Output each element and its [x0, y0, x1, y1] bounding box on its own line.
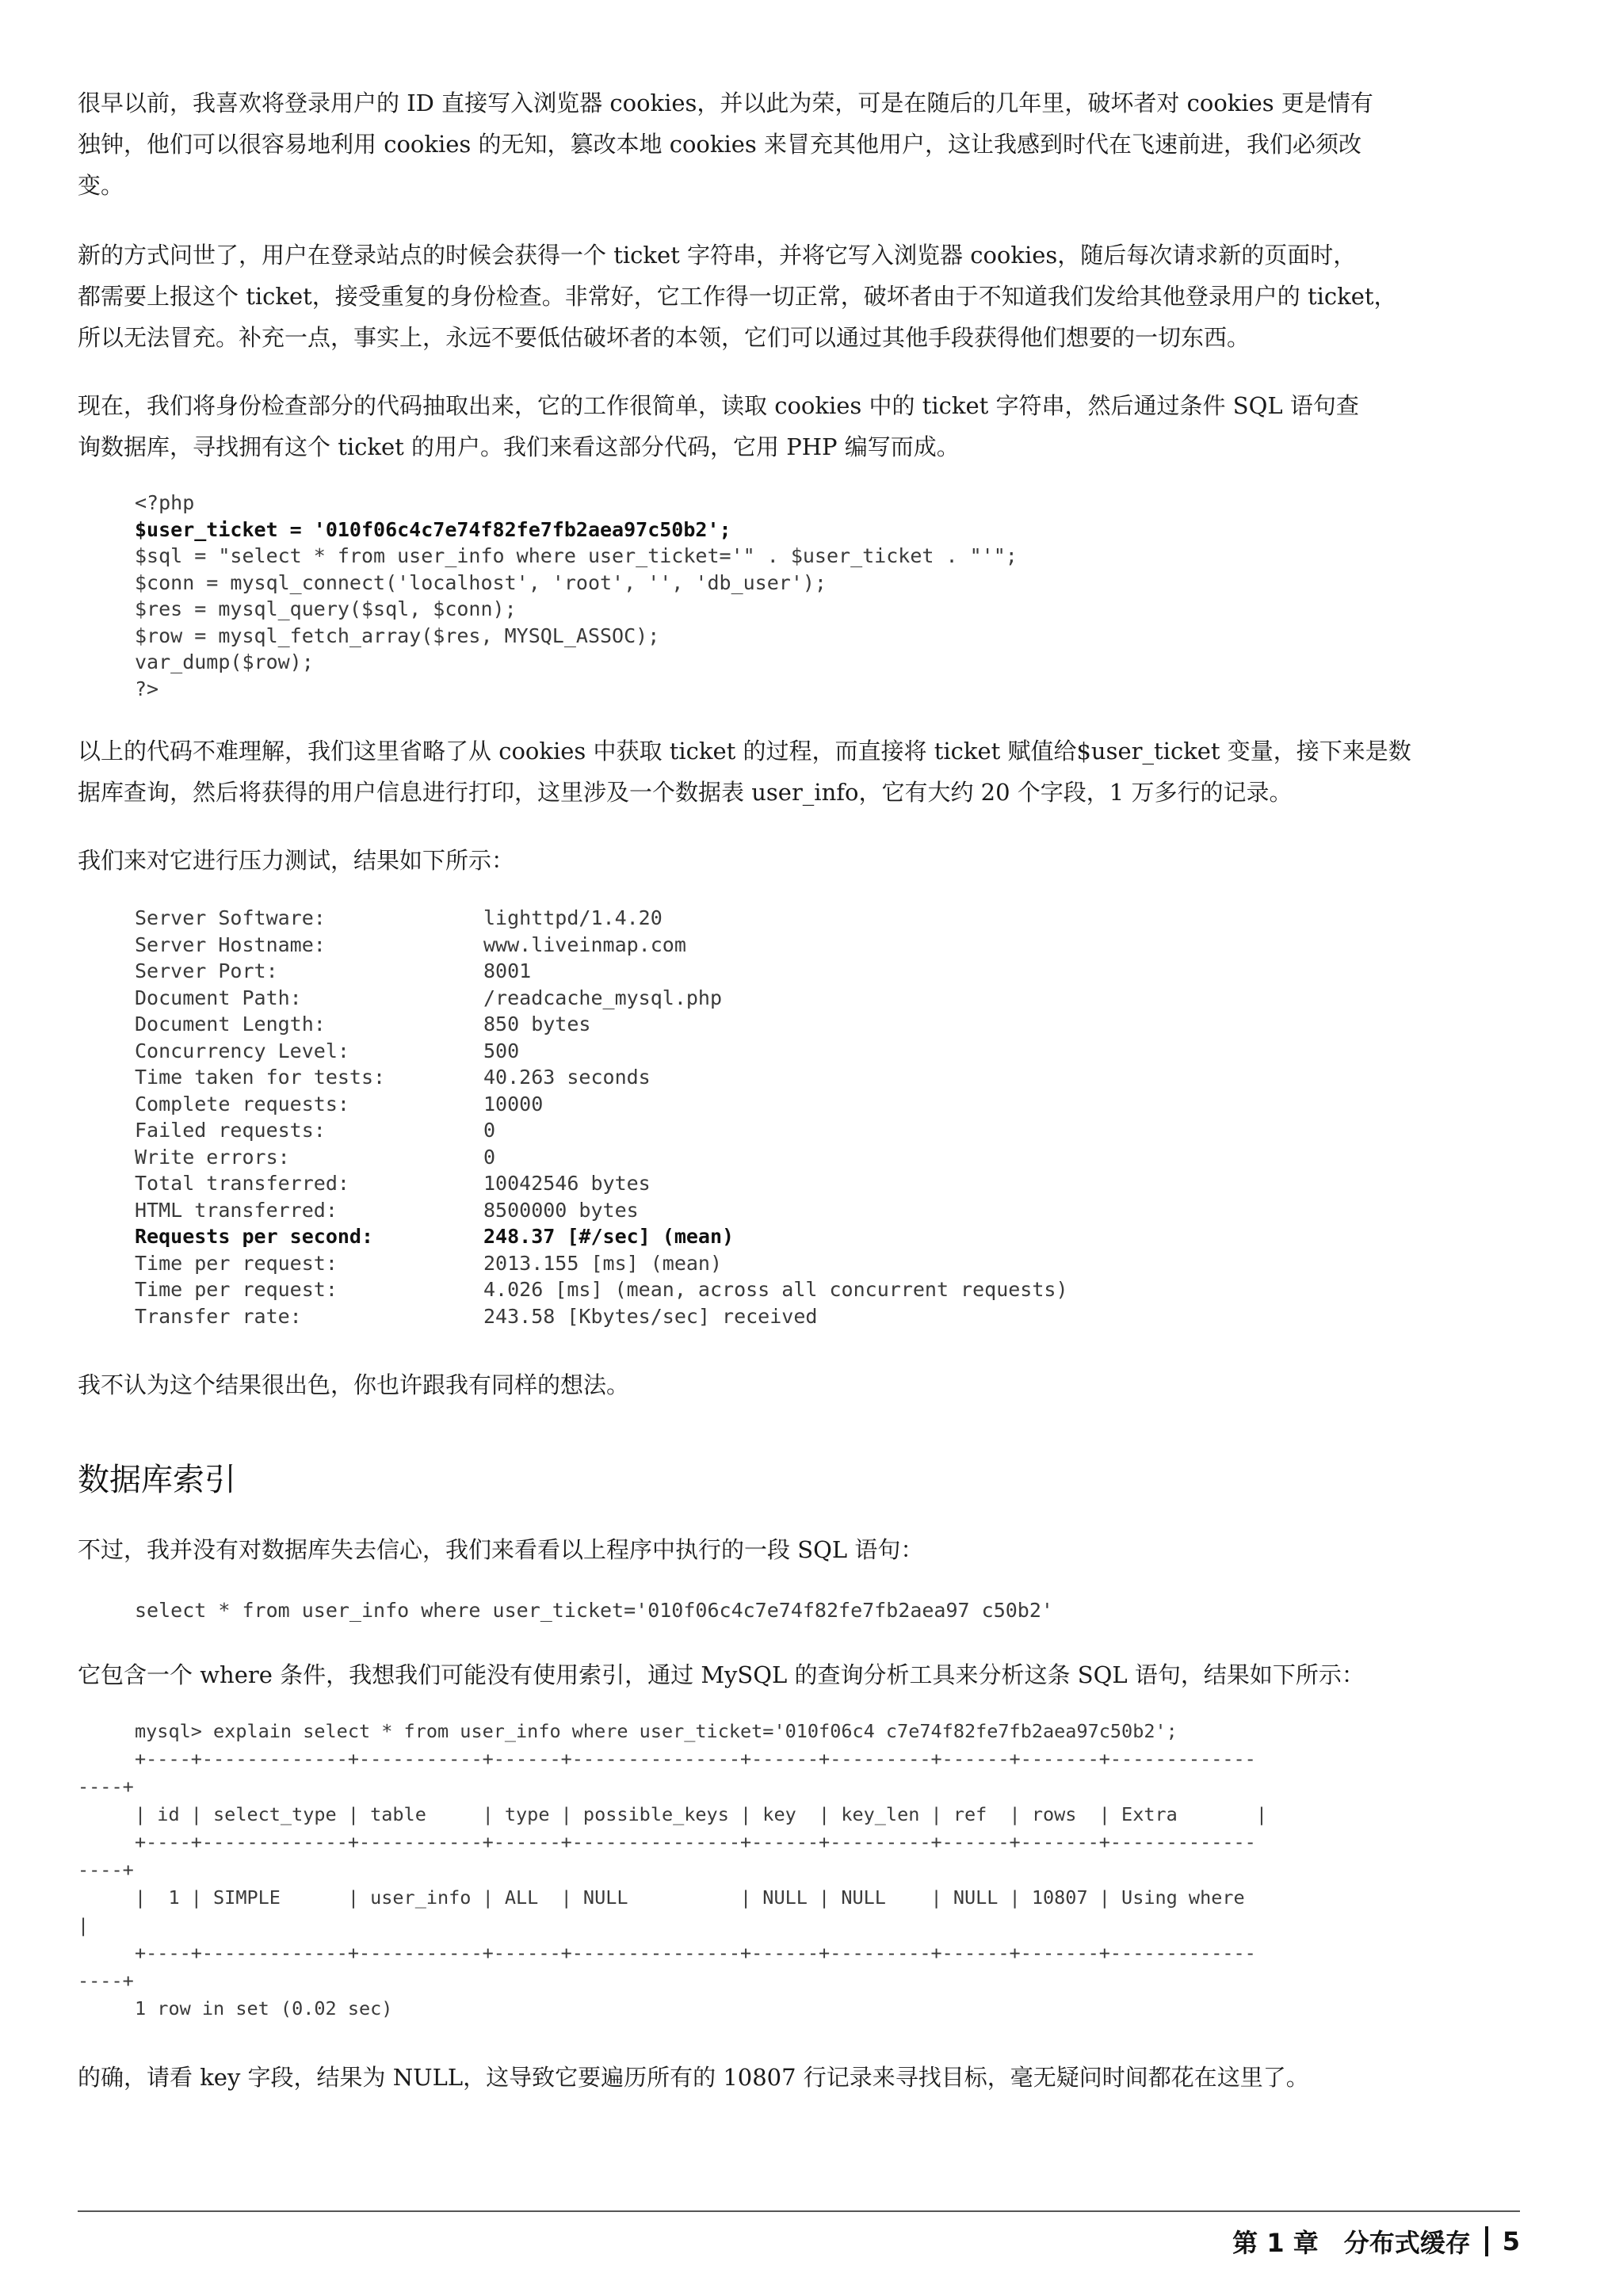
chapter-title: 第 1 章 分布式缓存: [1232, 2228, 1471, 2258]
benchmark-label: Concurrency Level:: [135, 1039, 349, 1062]
code-line: var_dump($row);: [135, 650, 314, 673]
table-border-tail: ----+: [78, 1775, 134, 1798]
benchmark-label: Server Software:: [135, 906, 326, 929]
benchmark-value: 10042546 bytes: [483, 1172, 651, 1195]
benchmark-row: [135, 932, 1068, 959]
benchmark-row: [135, 1170, 1068, 1197]
benchmark-row: [135, 1276, 1068, 1303]
benchmark-value: 8500000 bytes: [483, 1198, 639, 1222]
explain-output: [78, 1718, 1267, 2023]
paragraph-sql-intro: 不过，我并没有对数据库失去信心，我们来看看以上程序中执行的一段 SQL 语句：: [78, 1536, 924, 1563]
benchmark-label: Time taken for tests:: [135, 1066, 386, 1089]
table-header-text: | id | select_type | table | type | possible_keys | key | key_len | ref | rows | Extra |: [135, 1803, 1267, 1825]
benchmark-row: [135, 905, 1068, 932]
code-line-text: $user_ticket = '010f06c4c7e74f82fe7fb2aea97c50b2';: [135, 517, 731, 541]
benchmark-value: 10000: [483, 1092, 544, 1116]
benchmark-label: Time per request:: [135, 1251, 338, 1275]
benchmark-value: 0: [483, 1119, 496, 1142]
benchmark-label: Time per request:: [135, 1278, 338, 1301]
benchmark-row: [135, 1223, 1068, 1250]
benchmark-row: [135, 1144, 1068, 1171]
benchmark-value: 248.37 [#/sec] (mean): [483, 1225, 735, 1248]
benchmark-label: Server Port:: [135, 959, 278, 982]
benchmark-value: 243.58 [Kbytes/sec] received: [483, 1304, 818, 1328]
paragraph-explain-intro: 它包含一个 where 条件，我想我们可能没有使用索引，通过 MySQL 的查询分析工具来分析这条 SQL 语句，结果如下所示：: [78, 1661, 1365, 1688]
table-border-text: +----+-------------+-----------+------+---------------+------+---------+------+-------+-------------: [135, 1942, 1256, 1964]
code-line: $sql = "select * from user_info where user_ticket='" . $user_ticket . "'";: [135, 544, 1018, 567]
benchmark-label: Transfer rate:: [135, 1304, 302, 1328]
paragraph-result-opinion: 我不认为这个结果很出色，你也许跟我有同样的想法。: [78, 1371, 630, 1398]
page-number: 5: [1502, 2226, 1520, 2256]
table-border-tail: ----+: [78, 1970, 134, 1992]
sql-query-block: [135, 1597, 1053, 1624]
benchmark-label: Total transferred:: [135, 1172, 349, 1195]
paragraph-code-explanation: 以上的代码不难理解，我们这里省略了从 cookies 中获取 ticket 的过程，而直接将 ticket 赋值给$user_ticket 变量，接下来是数 据库查询，然后将获得的用户信息进行打印，这里涉及一个数据表 user_info，它有大约 20 个字段，1 万多行的记录。: [78, 738, 1411, 806]
explain-command: [78, 1718, 1267, 1745]
table-border: [78, 1829, 1267, 1856]
benchmark-row: [135, 1197, 1068, 1224]
page-footer: [1232, 2223, 1520, 2260]
benchmark-row: [135, 1038, 1068, 1065]
benchmark-row: [135, 1011, 1068, 1038]
paragraph-cookies-history: 很早以前，我喜欢将登录用户的 ID 直接写入浏览器 cookies，并以此为荣，可是在随后的几年里，破坏者对 cookies 更是情有 独钟，他们可以很容易地利用 cookies 的无知，篡改本地 cookies 来冒充其他用户，这让我感到时代在飞速前进，我们必须改 变。: [78, 90, 1373, 199]
benchmark-row: [135, 958, 1068, 985]
php-code-block: [135, 490, 1018, 702]
benchmark-value: lighttpd/1.4.20: [483, 906, 663, 929]
benchmark-value: 4.026 [ms] (mean, across all concurrent requests): [483, 1278, 1068, 1301]
code-line: $row = mysql_fetch_array($res, MYSQL_ASSOC);: [135, 624, 660, 647]
explain-command-text: mysql> explain select * from user_info where user_ticket='010f06c4 c7e74f82fe7fb2aea97c50b2';: [135, 1720, 1178, 1742]
paragraph-ticket-method: 新的方式问世了，用户在登录站点的时候会获得一个 ticket 字符串，并将它写入浏览器 cookies，随后每次请求新的页面时， 都需要上报这个 ticket，接受重复的身份检查。非常好，它工作得一切正常，破坏者由于不知道我们发给其他登录用户的 ticket， 所以无法冒充。补充一点，事实上，永远不要低估破坏者的本领，它们可以通过其他手段获得他们想要的一切东西。: [78, 242, 1397, 351]
benchmark-row: [135, 1250, 1068, 1277]
paragraph-extract-code: 现在，我们将身份检查部分的代码抽取出来，它的工作很简单，读取 cookies 中的 ticket 字符串，然后通过条件 SQL 语句查 询数据库，寻找拥有这个 ticket 的用户。我们来看这部分代码，它用 PHP 编写而成。: [78, 392, 1359, 460]
paragraph-stress-test-intro: 我们来对它进行压力测试，结果如下所示：: [78, 847, 515, 874]
benchmark-value: 8001: [483, 959, 532, 982]
table-border-text: +----+-------------+-----------+------+---------------+------+---------+------+-------+-------------: [135, 1748, 1256, 1770]
benchmark-label: Write errors:: [135, 1145, 290, 1169]
benchmark-row: [135, 1064, 1068, 1091]
code-line: $res = mysql_query($sql, $conn);: [135, 597, 517, 620]
code-line: [135, 517, 1018, 543]
explain-footer-text: 1 row in set (0.02 sec): [135, 1997, 393, 2019]
code-line: ?>: [135, 677, 159, 700]
table-border-tail: ----+: [78, 1859, 134, 1881]
benchmark-label: Requests per second:: [135, 1225, 374, 1248]
benchmark-row: [135, 1303, 1068, 1330]
table-header-row: [78, 1801, 1267, 1829]
benchmark-label: Complete requests:: [135, 1092, 349, 1116]
explain-footer: [78, 1995, 1267, 2023]
benchmark-value: 2013.155 [ms] (mean): [483, 1251, 723, 1275]
benchmark-row: [135, 1091, 1068, 1118]
table-border: [78, 1939, 1267, 1967]
benchmark-label: Server Hostname:: [135, 933, 326, 956]
benchmark-output: [135, 905, 1068, 1329]
benchmark-label: Document Length:: [135, 1013, 326, 1035]
benchmark-value: 0: [483, 1145, 496, 1169]
footer-rule: [78, 2210, 1520, 2212]
code-line: $conn = mysql_connect('localhost', 'root', '', 'db_user');: [135, 570, 827, 594]
table-data-row: [78, 1884, 1267, 1912]
table-row-tail: |: [78, 1914, 90, 1936]
benchmark-row: [135, 1117, 1068, 1144]
benchmark-label: Document Path:: [135, 986, 302, 1009]
benchmark-value: 850 bytes: [483, 1013, 591, 1035]
benchmark-value: /readcache_mysql.php: [483, 986, 723, 1009]
paragraph-conclusion: 的确，请看 key 字段，结果为 NULL，这导致它要遍历所有的 10807 行记录来寻找目标，毫无疑问时间都花在这里了。: [78, 2064, 1309, 2091]
table-border: [78, 1745, 1267, 1773]
benchmark-value: 40.263 seconds: [483, 1066, 651, 1089]
benchmark-label: Failed requests:: [135, 1119, 326, 1142]
table-row-text: | 1 | SIMPLE | user_info | ALL | NULL | NULL | NULL | NULL | 10807 | Using where: [135, 1886, 1245, 1909]
benchmark-label: HTML transferred:: [135, 1198, 338, 1222]
section-heading: 数据库索引: [78, 1462, 236, 1498]
code-line: <?php: [135, 491, 195, 514]
benchmark-value: 500: [483, 1039, 520, 1062]
footer-separator: [1485, 2226, 1488, 2256]
sql-query-line: select * from user_info where user_ticket='010f06c4c7e74f82fe7fb2aea97 c50b2': [135, 1599, 1053, 1622]
benchmark-row: [135, 985, 1068, 1012]
table-border-text: +----+-------------+-----------+------+---------------+------+---------+------+-------+-------------: [135, 1831, 1256, 1853]
benchmark-value: www.liveinmap.com: [483, 933, 686, 956]
